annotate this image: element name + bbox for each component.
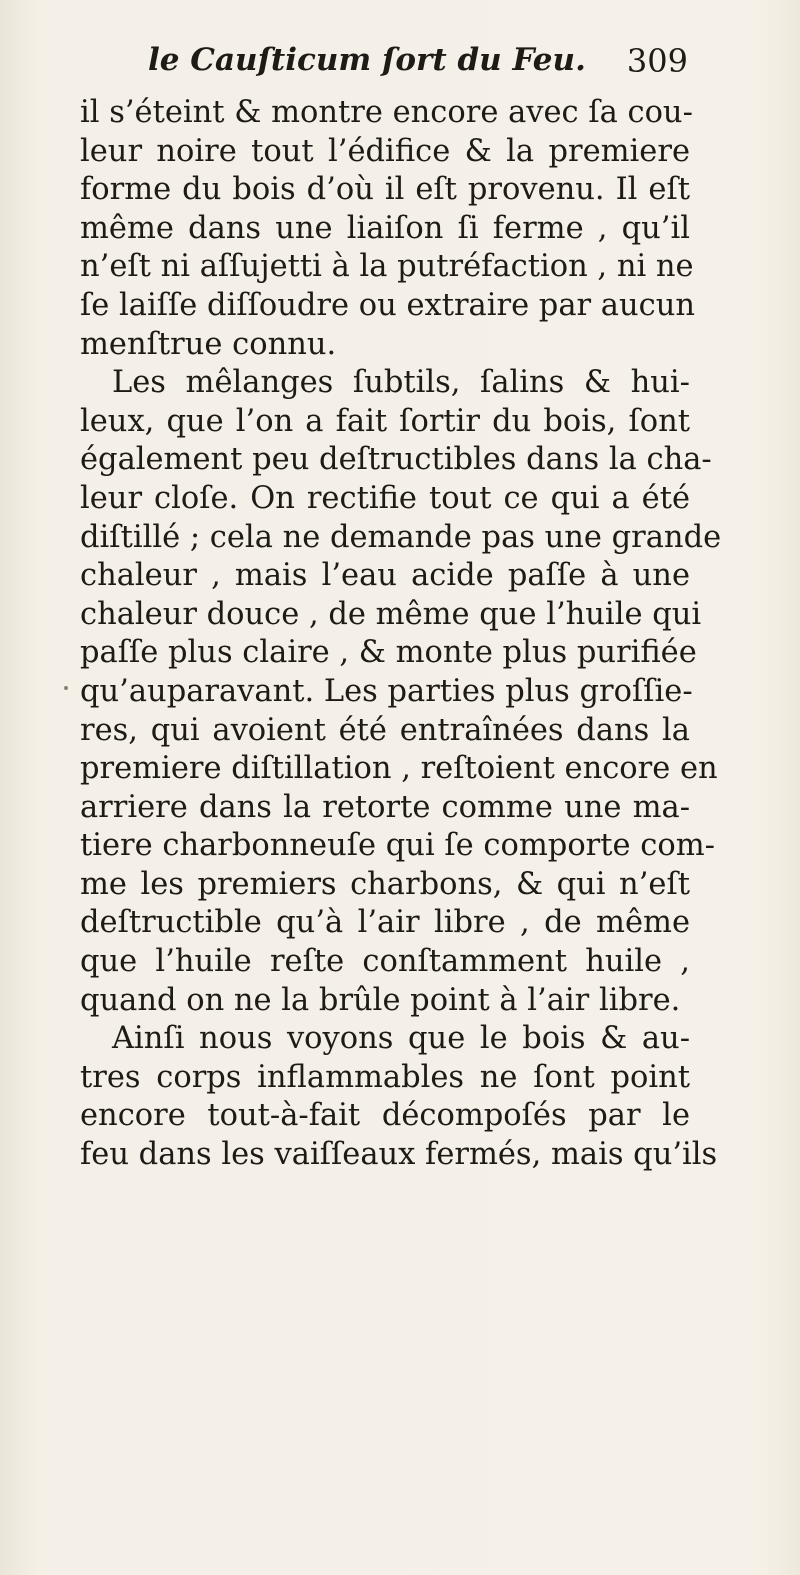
text-line: res, qui avoient été entraînées dans la bbox=[80, 712, 690, 748]
body-text bbox=[80, 94, 722, 1175]
text-line: forme du bois d’où il eſt provenu. Il eſt bbox=[80, 172, 690, 208]
text-line: ſe laiſſe diſſoudre ou extraire par aucun bbox=[80, 287, 695, 323]
text-line: menſtrue connu. bbox=[80, 326, 337, 362]
text-line: il s’éteint & montre encore avec ſa cou- bbox=[80, 95, 693, 130]
text-line: tres corps inflammables ne ſont point bbox=[80, 1059, 690, 1095]
ink-speck bbox=[64, 686, 68, 690]
text-line: me les premiers charbons, & qui n’eſt bbox=[80, 866, 690, 902]
running-title: le Cauſticum ſort du Feu. bbox=[148, 42, 586, 78]
text-line: quand on ne la brûle point à l’air libre. bbox=[80, 982, 681, 1018]
page-number: 309 bbox=[626, 42, 688, 80]
text-line: également peu deſtructibles dans la cha- bbox=[80, 442, 712, 478]
text-line: n’eſt ni aſſujetti à la putréfaction , ni ne bbox=[80, 249, 694, 285]
text-line: leur noire tout l’édifice & la premiere bbox=[80, 133, 690, 169]
paragraph-first-line: Ainſi nous voyons que le bois & au- bbox=[112, 1021, 690, 1057]
text-line: encore tout-à-fait décompoſés par le bbox=[80, 1098, 690, 1134]
text-line: même dans une liaiſon ſi ferme , qu’il bbox=[80, 210, 690, 246]
page-header bbox=[148, 42, 688, 92]
text-line: tiere charbonneuſe qui ſe comporte com- bbox=[80, 828, 715, 864]
text-line: arriere dans la retorte comme une ma- bbox=[80, 789, 690, 825]
text-line: leur cloſe. On rectifie tout ce qui a été bbox=[80, 480, 690, 516]
text-line: premiere diſtillation , reſtoient encore en bbox=[80, 751, 718, 787]
text-line: leux, que l’on a fait ſortir du bois, ſont bbox=[80, 403, 690, 439]
text-line: feu dans les vaiſſeaux fermés, mais qu’ils bbox=[80, 1137, 718, 1173]
text-line: que l’huile reſte conſtamment huile , bbox=[80, 944, 690, 980]
text-line: diſtillé ; cela ne demande pas une grande bbox=[80, 519, 722, 555]
text-line: chaleur douce , de même que l’huile qui bbox=[80, 596, 702, 632]
text-line: chaleur , mais l’eau acide paſſe à une bbox=[80, 558, 690, 594]
text-line: paſſe plus claire , & monte plus purifiée bbox=[80, 635, 697, 671]
text-line: deſtructible qu’à l’air libre , de même bbox=[80, 905, 690, 941]
text-line: qu’auparavant. Les parties plus groſſie- bbox=[80, 673, 693, 709]
paragraph-first-line: Les mêlanges ſubtils, ſalins & hui- bbox=[112, 365, 690, 401]
